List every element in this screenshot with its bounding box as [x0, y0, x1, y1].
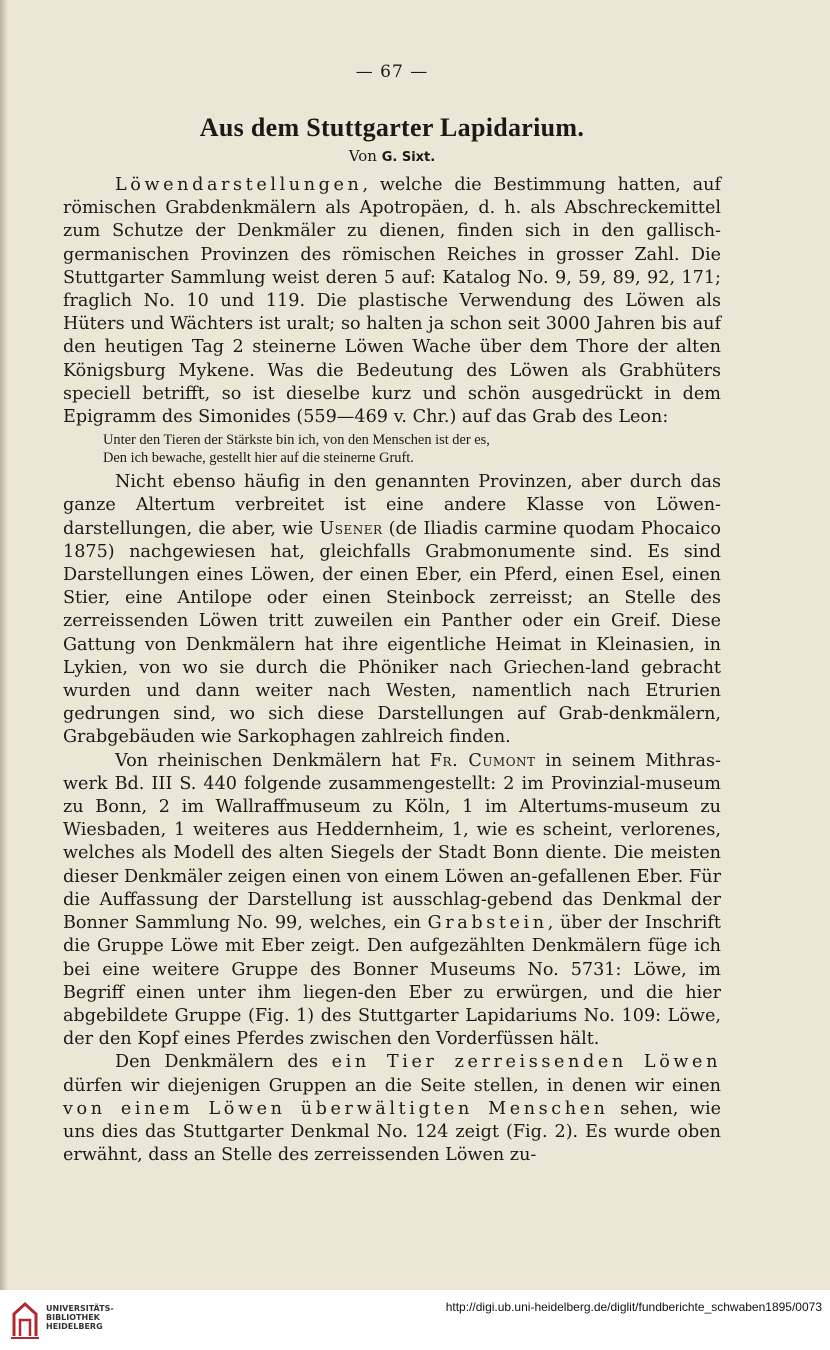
paragraph-4-part-3: sehen, wie uns dies das Stuttgarter Denkmal No. 124 zeigt (Fig. 2). Es wurde oben erwähnt, dass an Stelle des zerreissenden Löwen zu- [63, 1098, 721, 1166]
paragraph-4 [63, 1051, 721, 1167]
emphasis-mensch-ueberwaeltigt: von einem Löwen überwältigten Menschen [63, 1098, 609, 1119]
emphasis-lead: Löwendarstellungen [115, 175, 363, 195]
paragraph-2-part-1: Nicht ebenso häufig in den genannten Provinzen, aber durch das ganze Altertum verbreitet ist eine andere Klasse von Löwen-darstellungen, die aber, wie [63, 472, 721, 539]
paragraph-3-part-3: , über der Inschrift die Gruppe Löwe mit Eber zeigt. Den aufgezählten Denkmälern füge ich bei eine weitere Gruppe des Bonner Museums No. 5731: Löwe, im Begriff einen unter ihm liegen-den Eber zu erwürgen, und die hier abgebildete Gruppe (Fig. 1) des Stuttgarter Lapidariums No. 109: Löwe, der den Kopf eines Pferdes zwischen den Vorderfüssen hält. [63, 913, 721, 1050]
epigram-quote [103, 431, 721, 467]
paragraph-1-text: , welche die Bestimmung hatten, auf römischen Grabdenkmälern als Apotropäen, d. h. als Abschreckemittel zum Schutze der Denkmäler zu dienen, finden sich in den gallisch-germanischen Provinzen des römischen Reiches in grosser Zahl. Die Stuttgarter Sammlung weist deren 5 auf: Katalog No. 9, 59, 89, 92, 171; fraglich No. 10 und 119. Die plastische Verwendung des Löwen als Hüters und Wächters ist uralt; so halten ja schon seit 3000 Jahren bis auf den heutigen Tag 2 steinerne Löwen Wache über dem Thore der alten Königsburg Mykene. Was die Bedeutung des Löwen als Grabhüters speciell betrifft, so ist dieselbe kurz und schön ausgedrückt in dem Epigramm des Simonides (559—469 v. Chr.) auf das Grab des Leon: [63, 175, 721, 428]
paragraph-3-part-1: Von rheinischen Denkmälern hat [115, 750, 430, 771]
library-name-line-3: HEIDELBERG [46, 1322, 103, 1331]
quote-line-1: Unter den Tieren der Stärkste bin ich, von den Menschen ist der es, [103, 432, 490, 449]
byline [63, 144, 721, 170]
article-title: Aus dem Stuttgarter Lapidarium. [199, 113, 585, 142]
paragraph-3 [63, 750, 721, 1052]
paragraph-2 [63, 471, 721, 749]
name-cumont: Fr. Cumont [429, 750, 536, 771]
paragraph-1 [63, 174, 721, 429]
library-name-line-1: UNIVERSITÄTS- [46, 1304, 114, 1313]
paragraph-4-part-2: dürfen wir diejenigen Gruppen an die Seite stellen, in denen wir einen [63, 1075, 721, 1096]
page-text-block [63, 58, 721, 1167]
library-name-line-2: BIBLIOTHEK [46, 1313, 100, 1322]
university-library-logo-icon [10, 1300, 40, 1340]
page-edge-shadow [0, 0, 8, 1290]
paragraph-3-part-2: in seinem Mithras-werk Bd. III S. 440 folgende zusammengestellt: 2 im Provinzial-museum zu Bonn, 2 im Wallraffmuseum zu Köln, 1 im Altertums-museum zu Wiesbaden, 1 weiteres aus Heddernheim, 1, wie es scheint, verlorenes, welches als Modell des alten Siegels der Stadt Bonn diente. Die meisten dieser Denkmäler zeigen einen von einem Löwen an-gefallenen Eber. Für die Auffassung der Darstellung ist ausschlag-gebend das Denkmal der Bonner Sammlung No. 99, welches, ein [63, 750, 721, 934]
viewer-footer [0, 1290, 830, 1350]
quote-line-2: Den ich bewache, gestellt hier auf die steinerne Gruft. [103, 450, 414, 467]
emphasis-grabstein: Grabstein [427, 913, 548, 934]
byline-prefix: Von [348, 147, 377, 165]
paragraph-4-part-1: Den Denkmälern des [115, 1052, 332, 1073]
library-name [46, 1304, 114, 1331]
page-number: — 67 — [355, 62, 429, 82]
author-name: G. Sixt. [381, 150, 436, 165]
name-usener: Usener [319, 518, 383, 539]
permalink-url[interactable]: http://digi.ub.uni-heidelberg.de/diglit/fundberichte_schwaben1895/0073 [445, 1300, 822, 1314]
paragraph-2-part-2: (de Iliadis carmine quodam Phocaico 1875) nachgewiesen hat, gleichfalls Grabmonumente sind. Es sind Darstellungen eines Löwen, der einen Eber, ein Pferd, einen Esel, einen Stier, eine Antilope oder einen Steinbock zerreisst; an Stelle des zerreissenden Löwen tritt zuweilen ein Panther oder ein Greif. Diese Gattung von Denkmälern hat ihre eigentliche Heimat in Kleinasien, in Lykien, von wo sie durch die Phöniker nach Griechen-land gebracht wurden und dann weiter nach Westen, namentlich nach Etrurien gedrungen sind, wo sich diese Darstellungen auf Grab-denkmälern, Grabgebäuden wie Sarkophagen zahlreich finden. [63, 518, 721, 748]
emphasis-tier-zerreissend: ein Tier zerreissenden Löwen [331, 1052, 722, 1073]
